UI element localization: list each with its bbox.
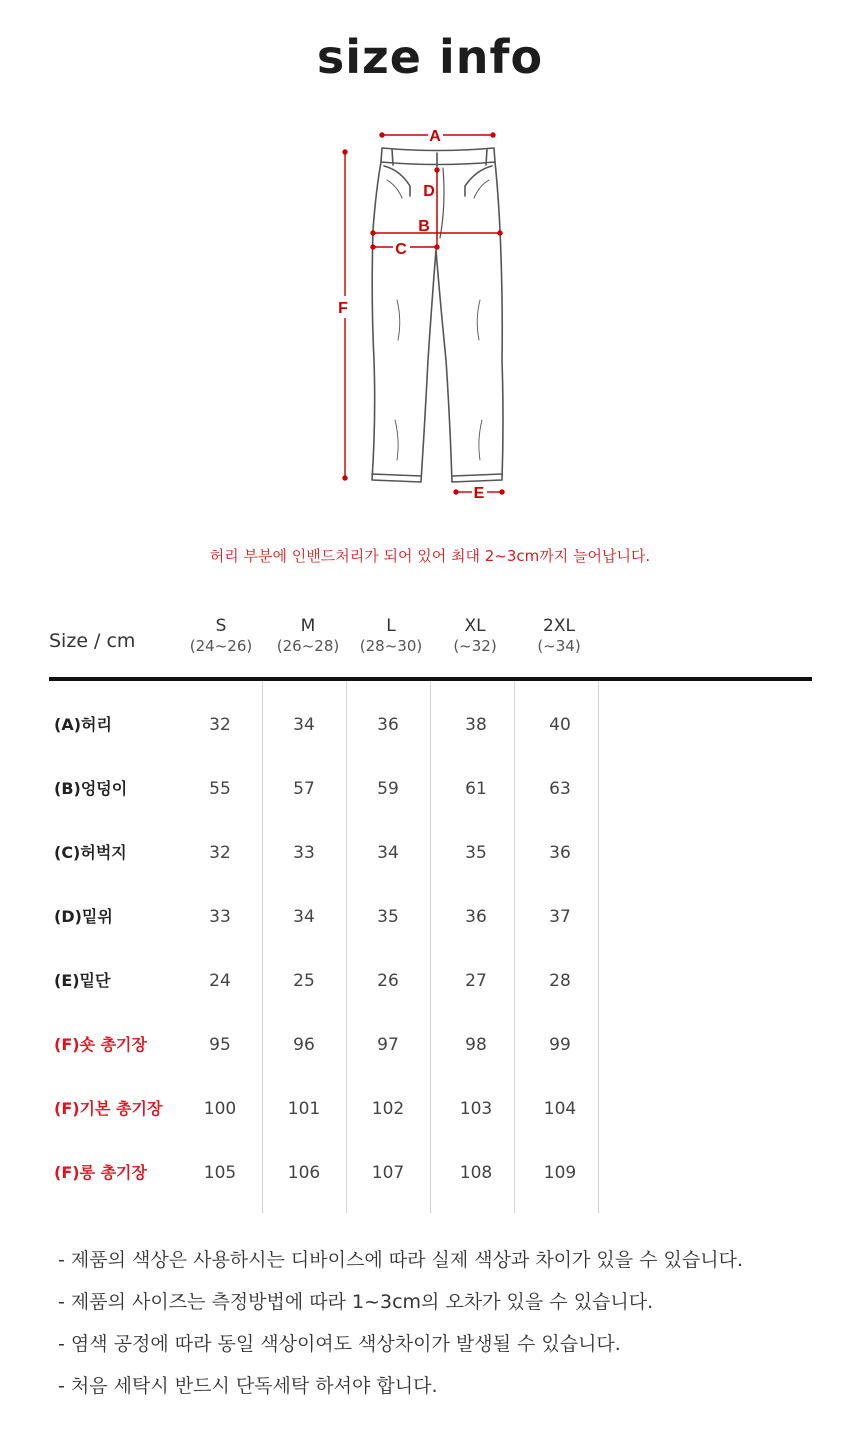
table-cell: 38 — [465, 715, 487, 735]
row-label: (D)밑위 — [54, 907, 113, 926]
table-cell: 108 — [459, 1163, 493, 1183]
label-c: C — [395, 241, 407, 258]
row-label: (F)롱 총기장 — [54, 1163, 147, 1182]
table-cell: 55 — [209, 779, 231, 799]
table-cell: 104 — [543, 1099, 577, 1119]
column-size: 2XL — [543, 616, 575, 636]
table-cell: 100 — [203, 1099, 237, 1119]
note-item: - 제품의 색상은 사용하시는 디바이스에 따라 실제 색상과 차이가 있을 수 있습니다. — [58, 1249, 744, 1271]
table-cell: 35 — [465, 843, 487, 863]
column-range: (28~30) — [359, 637, 423, 655]
column-size: L — [386, 616, 396, 636]
table-cell: 95 — [209, 1035, 231, 1055]
table-cell: 59 — [377, 779, 399, 799]
row-label: (A)허리 — [54, 715, 112, 734]
table-cell: 63 — [549, 779, 571, 799]
table-cell: 37 — [549, 907, 571, 927]
table-cell: 109 — [543, 1163, 577, 1183]
size-table-header — [0, 612, 860, 672]
column-size: XL — [464, 616, 486, 636]
header-label: Size / cm — [49, 630, 136, 652]
table-cell: 35 — [377, 907, 399, 927]
table-cell: 34 — [377, 843, 399, 863]
column-header-l — [346, 616, 436, 655]
table-cell: 36 — [465, 907, 487, 927]
label-a: A — [429, 128, 441, 145]
table-cell: 33 — [293, 843, 315, 863]
column-header-s — [176, 616, 266, 655]
note-item: - 염색 공정에 따라 동일 색상이여도 색상차이가 발생될 수 있습니다. — [58, 1333, 621, 1355]
table-row — [0, 764, 860, 828]
column-size: S — [215, 616, 227, 636]
table-cell: 26 — [377, 971, 399, 991]
table-cell: 27 — [465, 971, 487, 991]
column-header-2xl — [514, 616, 604, 655]
table-cell: 24 — [209, 971, 231, 991]
note-item: - 제품의 사이즈는 측정방법에 따라 1~3cm의 오차가 있을 수 있습니다. — [58, 1291, 654, 1313]
table-row — [0, 1020, 860, 1084]
table-row — [0, 1148, 860, 1212]
column-range: (~32) — [453, 637, 497, 655]
table-cell: 34 — [293, 907, 315, 927]
table-cell: 61 — [465, 779, 487, 799]
care-notes — [58, 1244, 743, 1412]
pants-measurement-diagram — [0, 0, 860, 520]
table-cell: 33 — [209, 907, 231, 927]
table-cell: 105 — [203, 1163, 237, 1183]
table-cell: 40 — [549, 715, 571, 735]
column-range: (26~28) — [276, 637, 340, 655]
label-e: E — [473, 485, 485, 502]
page-title: size info — [316, 30, 544, 84]
table-cell: 57 — [293, 779, 315, 799]
table-row — [0, 828, 860, 892]
row-label: (F)기본 총기장 — [54, 1099, 163, 1118]
table-row — [0, 892, 860, 956]
table-cell: 28 — [549, 971, 571, 991]
measurement-labels — [338, 128, 485, 502]
table-cell: 102 — [371, 1099, 405, 1119]
row-label: (F)숏 총기장 — [54, 1035, 147, 1054]
column-size: M — [300, 616, 316, 636]
table-cell: 96 — [293, 1035, 315, 1055]
table-cell: 25 — [293, 971, 315, 991]
table-cell: 98 — [465, 1035, 487, 1055]
table-cell: 101 — [287, 1099, 321, 1119]
table-cell: 99 — [549, 1035, 571, 1055]
table-cell: 107 — [371, 1163, 405, 1183]
table-cell: 36 — [549, 843, 571, 863]
column-range: (~34) — [537, 637, 581, 655]
waistband-notice: 허리 부분에 인밴드처리가 되어 있어 최대 2~3cm까지 늘어납니다. — [209, 547, 651, 565]
row-label: (B)엉덩이 — [54, 779, 128, 798]
table-row — [0, 700, 860, 764]
label-d: D — [423, 183, 435, 200]
table-row — [0, 1084, 860, 1148]
table-cell: 97 — [377, 1035, 399, 1055]
table-cell: 32 — [209, 715, 231, 735]
column-header-m — [263, 616, 353, 655]
note-item: - 처음 세탁시 반드시 단독세탁 하셔야 합니다. — [58, 1375, 438, 1397]
row-label: (E)밑단 — [54, 971, 111, 990]
column-header-xl — [430, 616, 520, 655]
row-label: (C)허벅지 — [54, 843, 127, 862]
table-cell: 36 — [377, 715, 399, 735]
table-row — [0, 956, 860, 1020]
table-cell: 106 — [287, 1163, 321, 1183]
table-cell: 34 — [293, 715, 315, 735]
label-b: B — [418, 218, 430, 235]
table-cell: 32 — [209, 843, 231, 863]
label-f: F — [338, 300, 348, 317]
table-cell: 103 — [459, 1099, 493, 1119]
column-range: (24~26) — [189, 637, 253, 655]
